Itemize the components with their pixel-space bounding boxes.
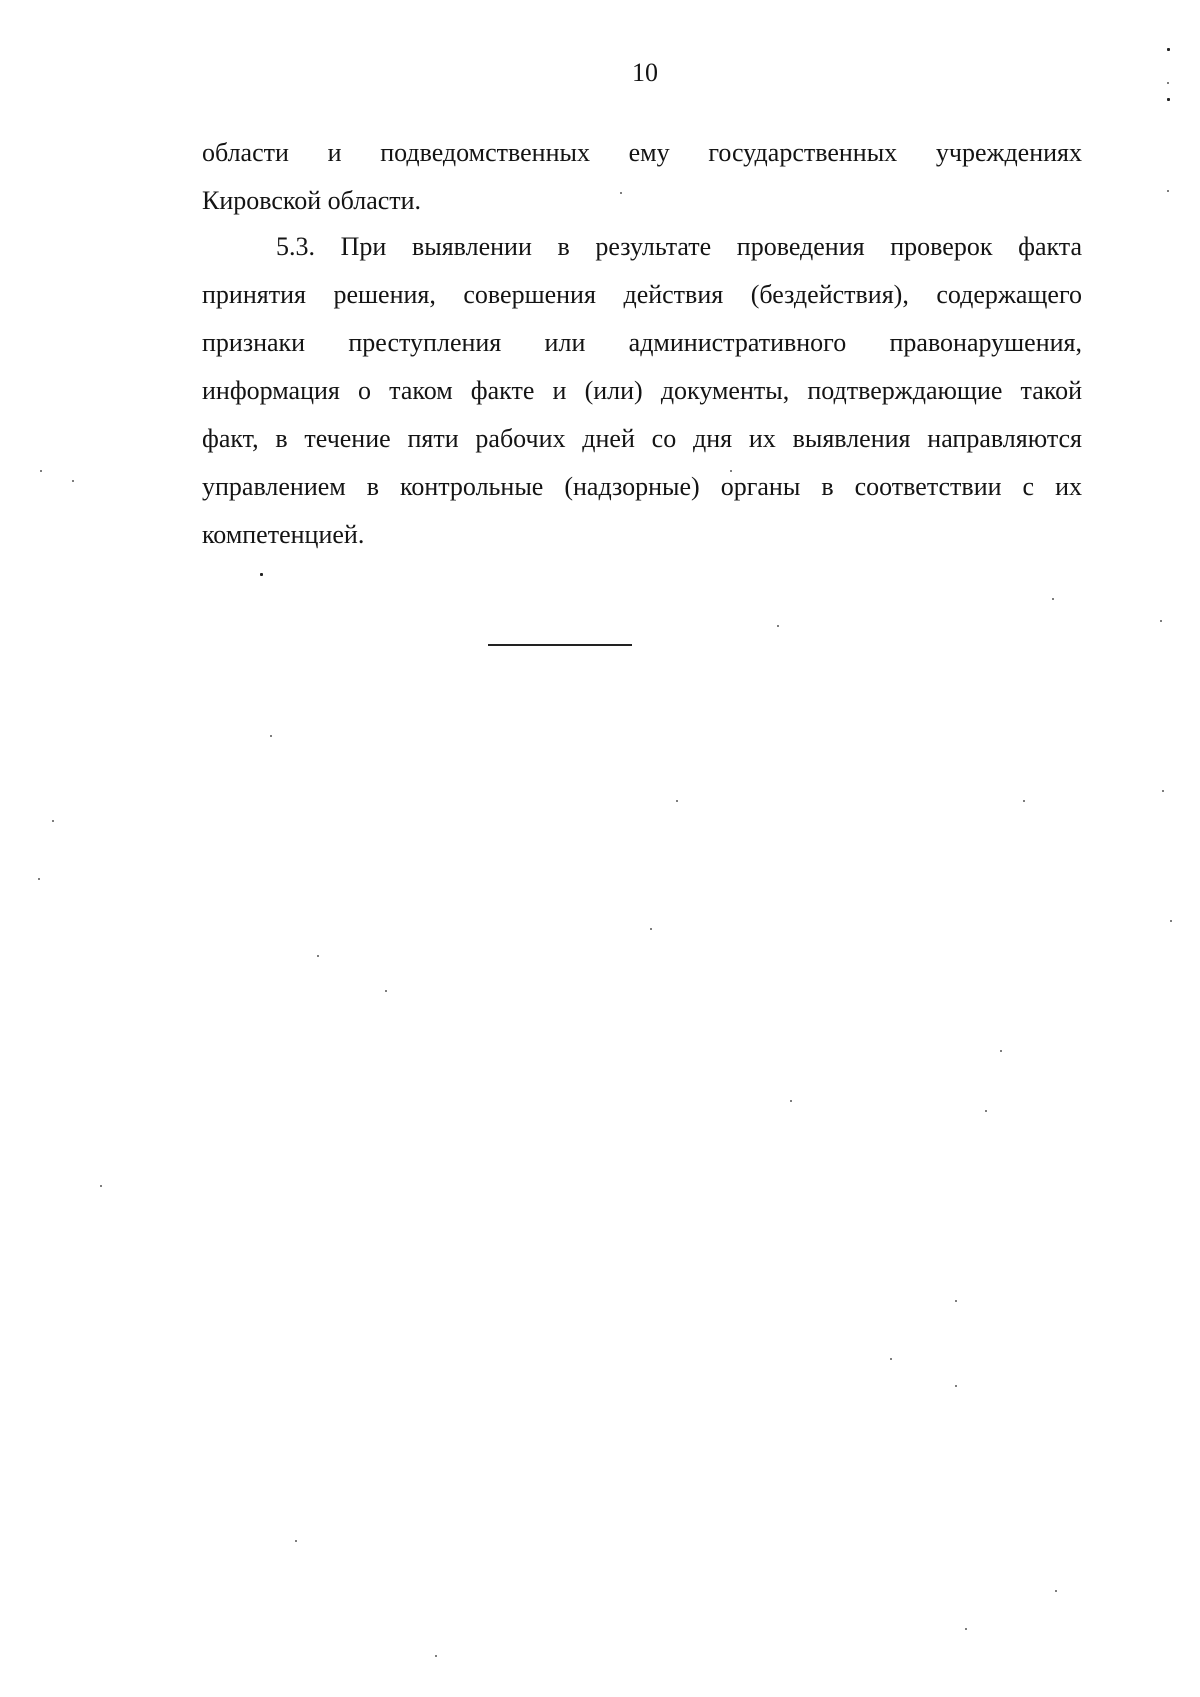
scan-speck [955,1300,957,1302]
scan-speck [777,625,779,627]
scan-speck [1000,1050,1002,1052]
scan-speck [317,955,319,957]
scan-speck [270,735,272,737]
text-line: информация о таком факте и (или) документы, подтверждающие такой [202,376,1082,405]
scan-speck [1052,598,1054,600]
text-line: принятия решения, совершения действия (бездействия), содержащего [202,280,1082,309]
scan-speck [100,1185,102,1187]
scan-speck [890,1358,892,1360]
scan-speck [52,820,54,822]
scan-speck [650,928,652,930]
text-line: области и подведомственных ему государственных учреждениях [202,138,1082,167]
text-line: факт, в течение пяти рабочих дней со дня их выявления направляются [202,424,1082,453]
scan-speck [985,1110,987,1112]
closing-divider-line [488,644,632,646]
scan-speck [295,1540,297,1542]
scan-speck [1055,1590,1057,1592]
scan-speck [965,1628,967,1630]
scan-speck [1023,800,1025,802]
scan-speck [790,1100,792,1102]
scan-speck [1167,48,1170,51]
scan-speck [620,192,622,194]
text-line: признаки преступления или административного правонарушения, [202,328,1082,357]
scan-speck [1160,620,1162,622]
scan-speck [38,878,40,880]
scan-speck [1170,920,1172,922]
scan-speck [435,1655,437,1657]
paragraph-5-3 [202,223,1082,559]
scan-speck [260,573,263,576]
scan-speck [1162,790,1164,792]
text-line: компетенцией. [202,520,365,549]
scan-speck [1167,98,1170,101]
scan-speck [730,470,732,472]
scan-speck [40,470,42,472]
scan-speck [1167,190,1169,192]
scan-speck [385,990,387,992]
text-line: Кировской области. [202,186,422,215]
page-number: 10 [632,58,658,87]
scan-speck [1167,82,1169,84]
scan-speck [955,1385,957,1387]
scan-speck [676,800,678,802]
paragraph-continuation [202,129,1082,225]
text-line: управлением в контрольные (надзорные) органы в соответствии с их [202,472,1082,501]
text-line: 5.3. При выявлении в результате проведения проверок факта [276,232,1082,261]
scan-speck [72,480,74,482]
